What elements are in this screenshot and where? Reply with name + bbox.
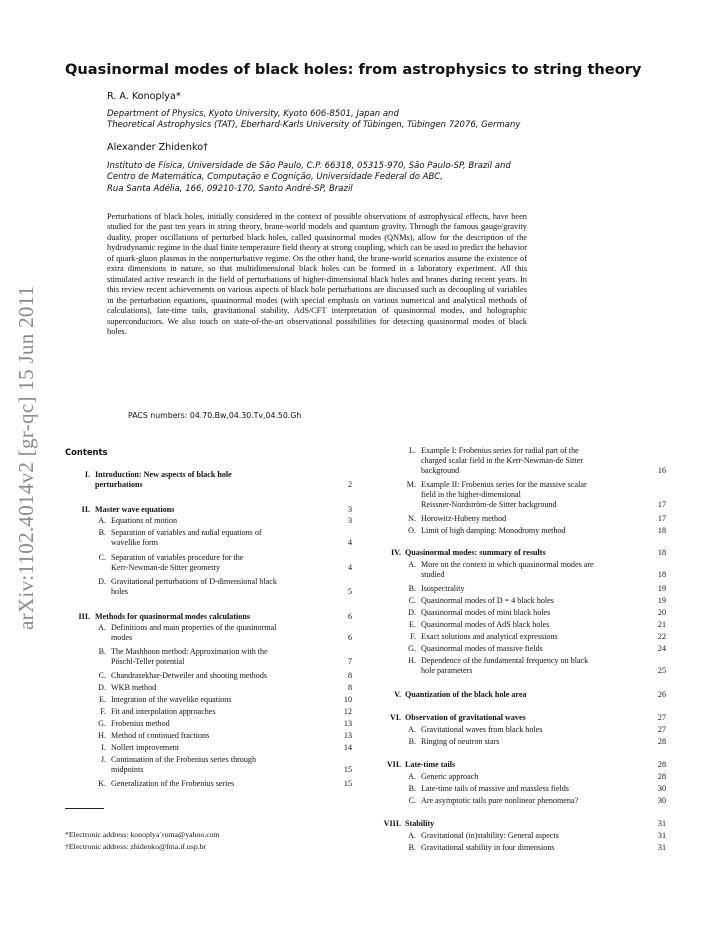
toc-entry-title[interactable]: Reissner-Nordström-de Sitter background [421, 500, 557, 510]
toc-entry-title[interactable]: Limit of high damping: Monodromy method [421, 526, 566, 535]
toc-page-number: 17 [657, 500, 666, 510]
toc-entry-number: A. [98, 516, 106, 525]
toc-page-number: 19 [657, 596, 666, 605]
toc-entry-number: F. [410, 632, 416, 641]
toc-page-number: 19 [657, 584, 666, 593]
toc-page-number: 8 [347, 683, 352, 692]
toc-page-number: 10 [343, 695, 352, 704]
toc-page-number: 18 [657, 526, 666, 535]
toc-entry-title[interactable]: Quasinormal modes of massive fields [421, 644, 543, 653]
affiliation-line: Rua Santa Adélia, 166, 09210-170, Santo André-SP, Brazil [107, 183, 353, 194]
toc-entry-title[interactable]: Equations of motion [111, 516, 178, 525]
author-affiliation [107, 161, 511, 195]
toc-entry-title[interactable]: Introduction: New aspects of black hole [95, 470, 232, 479]
toc-entry-number: I. [101, 743, 106, 752]
toc-entry-title[interactable]: Gravitational perturbations of D-dimensional black [111, 577, 277, 586]
toc-entry-number: A. [408, 772, 416, 781]
toc-entry-title[interactable]: Chandrasekhar-Detweiler and shooting methods [111, 671, 268, 680]
author-name: Alexander Zhidenko† [107, 142, 208, 153]
toc-page-number: 20 [657, 608, 666, 617]
toc-entry-number: B. [408, 737, 416, 746]
toc-entry-title[interactable]: Example I: Frobenius series for radial part of the [421, 446, 579, 455]
toc-entry-number: III. [78, 612, 90, 621]
toc-entry-title[interactable]: The Mashhoon method: Approximation with the [111, 647, 268, 656]
toc-entry-title[interactable]: Ringing of neutron stars [421, 737, 500, 746]
toc-page-number: 28 [657, 772, 666, 781]
toc-page-number: 24 [657, 644, 666, 653]
toc-page-number: 16 [657, 466, 666, 476]
toc-entry-number: M. [406, 480, 416, 489]
toc-entry-number: B. [98, 647, 106, 656]
toc-entry-number: F. [100, 707, 106, 716]
toc-entry-title[interactable]: Quasinormal modes of AdS black holes [421, 620, 550, 629]
toc-entry-title[interactable]: More on the context in which quasinormal modes are [421, 560, 594, 569]
toc-page-number: 2 [347, 480, 352, 490]
toc-page-number: 3 [347, 505, 352, 514]
toc-entry-title[interactable]: hole parameters [421, 666, 473, 676]
toc-entry-number: D. [98, 683, 106, 692]
toc-entry-number: G. [408, 644, 416, 653]
toc-entry-title[interactable]: Quasinormal modes of mini black holes [421, 608, 551, 617]
toc-entry-number: C. [408, 796, 416, 805]
toc-entry-number: J. [100, 755, 106, 764]
toc-entry-title[interactable]: Horowitz-Hubeny method [421, 514, 507, 523]
toc-page-number: 3 [347, 516, 352, 525]
toc-entry-title[interactable]: Nollert improvement [111, 743, 180, 752]
toc-entry-title[interactable]: Methods for quasinormal modes calculations [95, 612, 250, 621]
toc-page-number: 4 [347, 563, 352, 573]
toc-page-number: 27 [657, 725, 666, 734]
toc-entry-number: V. [394, 690, 401, 699]
toc-entry-title[interactable]: perturbations [95, 480, 143, 490]
toc-entry-number: C. [408, 596, 416, 605]
toc-entry-title[interactable]: Late-time tails of massive and massless fields [421, 784, 569, 793]
toc-entry-number: E. [409, 620, 416, 629]
abstract: Perturbations of black holes, initially considered in the context of possible observations of astrophysical effects, have been studied for the past ten years in string theory, brane-world models and quantum gravity. Through the famous gauge/gravity duality, proper oscillations of perturbed black holes, called quasinormal modes (QNMs), allow for the description of the hydrodynamic regime in the dual finite temperature field theory at strong coupling, which can be used to predict the behavior of quark-gluon plasmas in the nonperturbative regime. On the other hand, the brane-world scenarios assume the existence of extra dimensions in nature, so that multidimensional black holes can be formed in a laboratory experiment. All this stimulated active research in the field of perturbations of higher-dimensional black holes and branes during recent years. In this review recent achievements on various aspects of black hole perturbations are discussed such as decoupling of variables in the perturbation equations, quasinormal modes (with special emphasis on various numerical and analytical methods of calculations), late-time tails, gravitational stability, AdS/CFT interpretation of quasinormal modes, and holographic superconductors. We also touch on state-of-the-art observational possibilities for detecting quasinormal modes of black holes. [107, 212, 528, 336]
contents-heading: Contents [65, 447, 108, 457]
toc-entry-title[interactable]: Dependence of the fundamental frequency on black [421, 656, 589, 665]
toc-entry-title[interactable]: Exact solutions and analytical expressions [421, 632, 558, 641]
toc-page-number: 7 [347, 657, 352, 667]
toc-page-number: 30 [657, 784, 666, 793]
toc-page-number: 31 [657, 819, 666, 828]
toc-entry-title[interactable]: charged scalar field in the Kerr-Newman-de Sitter [421, 456, 583, 466]
toc-entry-number: N. [408, 514, 416, 523]
toc-entry-title[interactable]: Frobenius method [111, 719, 170, 728]
toc-entry-number: I. [84, 470, 90, 479]
toc-entry-number: C. [98, 553, 106, 562]
toc-page-number: 21 [657, 620, 666, 629]
affiliation-line: Department of Physics, Kyoto University, Kyoto 606-8501, Japan and [107, 109, 399, 119]
toc-entry-number: K. [98, 779, 106, 788]
arxiv-stamp: arXiv:1102.4014v2 [gr-qc] 15 Jun 2011 [14, 285, 38, 630]
toc-entry-title[interactable]: Stability [405, 819, 435, 828]
toc-page-number: 18 [657, 548, 666, 557]
toc-entry-title[interactable]: background [421, 466, 460, 476]
toc-entry-number: VIII. [383, 819, 401, 828]
toc-page-number: 27 [657, 713, 666, 722]
toc-entry-title[interactable]: Method of continued fractions [111, 731, 210, 740]
toc-page-number: 12 [343, 707, 352, 716]
toc-page-number: 17 [657, 514, 666, 523]
toc-entry-title[interactable]: Late-time tails [405, 760, 456, 769]
toc-entry-number: B. [98, 528, 106, 537]
toc-entry-number: O. [408, 526, 416, 535]
toc-entry-number: L. [409, 446, 416, 455]
toc-page-number: 31 [657, 831, 666, 840]
affiliation-line: Theoretical Astrophysics (TAT), Eberhard-Karls University of Tübingen, Tübingen 72076, Germany [107, 120, 521, 131]
toc-entry-number: B. [408, 843, 416, 852]
toc-entry-title[interactable]: Master wave equations [95, 505, 175, 514]
toc-page-number: 25 [657, 666, 666, 676]
toc-entry-title[interactable]: Generic approach [421, 772, 479, 781]
toc-page-number: 15 [343, 765, 352, 775]
toc-entry-title[interactable]: Gravitational waves from black holes [421, 725, 543, 734]
toc-entry-title[interactable]: Kerr-Newman-de Sitter geometry [111, 563, 221, 573]
affiliation-line: Instituto de Física, Universidade de São Paulo, C.P. 66318, 05315-970, São Paulo-SP, Brazil and [107, 161, 511, 171]
author-name: R. A. Konoplya* [107, 91, 181, 102]
toc-entry-number: C. [98, 671, 106, 680]
toc-entry-number: VI. [389, 713, 401, 722]
toc-page-number: 4 [347, 538, 352, 548]
toc-page-number: 30 [657, 796, 666, 805]
toc-page-number: 13 [343, 719, 352, 728]
toc-entry-number: E. [99, 695, 106, 704]
toc-entry-title[interactable]: Observation of gravitational waves [405, 713, 526, 722]
toc-entry-number: G. [98, 719, 106, 728]
footnote: *Electronic address: konoplya˙roma@yahoo.com [65, 830, 220, 839]
toc-entry-title[interactable]: Quasinormal modes of D = 4 black holes [421, 596, 554, 605]
toc-entry-title[interactable]: Separation of variables and radial equations of [111, 528, 262, 537]
footnote-rule [65, 808, 104, 809]
toc-page-number: 28 [657, 760, 666, 769]
toc-entry-title[interactable]: Are asymptotic tails pure nonlinear phenomena? [421, 796, 579, 805]
toc-page-number: 31 [657, 843, 666, 852]
toc-entry-number: H. [98, 731, 106, 740]
toc-entry-title[interactable]: Continuation of the Frobenius series through [111, 755, 256, 764]
toc-entry-title[interactable]: Fit and interpolation approaches [111, 707, 216, 716]
toc-entry-number: A. [408, 725, 416, 734]
toc-page-number: 6 [347, 633, 352, 643]
toc-page-number: 26 [657, 690, 666, 699]
toc-entry-title[interactable]: Quasinormal modes: summary of results [405, 548, 546, 557]
toc-entry-number: H. [408, 656, 416, 665]
toc-entry-title[interactable]: Definitions and main properties of the quasinormal [111, 623, 277, 632]
toc-page-number: 15 [343, 779, 352, 788]
toc-page-number: 22 [657, 632, 666, 641]
toc-page-number: 14 [343, 743, 352, 752]
toc-entry-title[interactable]: Quantization of the black hole area [405, 690, 527, 699]
toc-entry-number: D. [98, 577, 106, 586]
toc-page-number: 18 [657, 570, 666, 580]
toc-entry-number: IV. [391, 548, 401, 557]
toc-entry-title[interactable]: Gravitational (in)stability: General aspects [421, 831, 559, 840]
toc-entry-number: A. [408, 831, 416, 840]
toc-entry-title[interactable]: Pöschl-Teller potential [111, 657, 185, 667]
toc-page-number: 6 [347, 612, 352, 621]
author-affiliation [107, 109, 520, 132]
paper-title: Quasinormal modes of black holes: from astrophysics to string theory [65, 61, 642, 78]
toc-entry-title[interactable]: Isospectrality [421, 584, 465, 593]
toc-page-number: 8 [347, 671, 352, 680]
toc-entry-title[interactable]: Generalization of the Frobenius series [111, 779, 235, 788]
toc-entry-title[interactable]: Separation of variables procedure for the [111, 553, 244, 562]
footnote: †Electronic address: zhidenko@fma.if.usp.br [65, 842, 207, 851]
affiliation-line: Centro de Matemática, Computação e Cognição, Universidade Federal do ABC, [107, 172, 443, 183]
toc-entry-number: VII. [386, 760, 401, 769]
toc-entry-title[interactable]: Integration of the wavelike equations [111, 695, 232, 704]
toc-entry-number: D. [408, 608, 416, 617]
toc-entry-number: B. [408, 784, 416, 793]
toc-entry-number: II. [81, 505, 90, 514]
toc-entry-title[interactable]: wavelike form [111, 538, 158, 548]
toc-entry-number: A. [408, 560, 416, 569]
toc-page-number: 13 [343, 731, 352, 740]
toc-entry-number: A. [98, 623, 106, 632]
toc-entry-number: B. [408, 584, 416, 593]
toc-page-number: 28 [657, 737, 666, 746]
toc-entry-title[interactable]: midpoints [111, 765, 144, 775]
toc-entry-title[interactable]: field in the higher-dimensional [421, 490, 521, 500]
pacs-numbers: PACS numbers: 04.70.Bw,04.30.Tv,04.50.Gh [128, 411, 302, 420]
toc-entry-title[interactable]: holes [111, 587, 129, 597]
toc-entry-title[interactable]: Example II: Frobenius series for the massive scalar [421, 480, 587, 489]
toc-entry-title[interactable]: WKB method [111, 683, 157, 692]
toc-entry-title[interactable]: modes [111, 633, 133, 643]
toc-entry-title[interactable]: studied [421, 570, 445, 580]
toc-page-number: 5 [347, 587, 352, 597]
toc-entry-title[interactable]: Gravitational stability in four dimensions [421, 843, 555, 852]
